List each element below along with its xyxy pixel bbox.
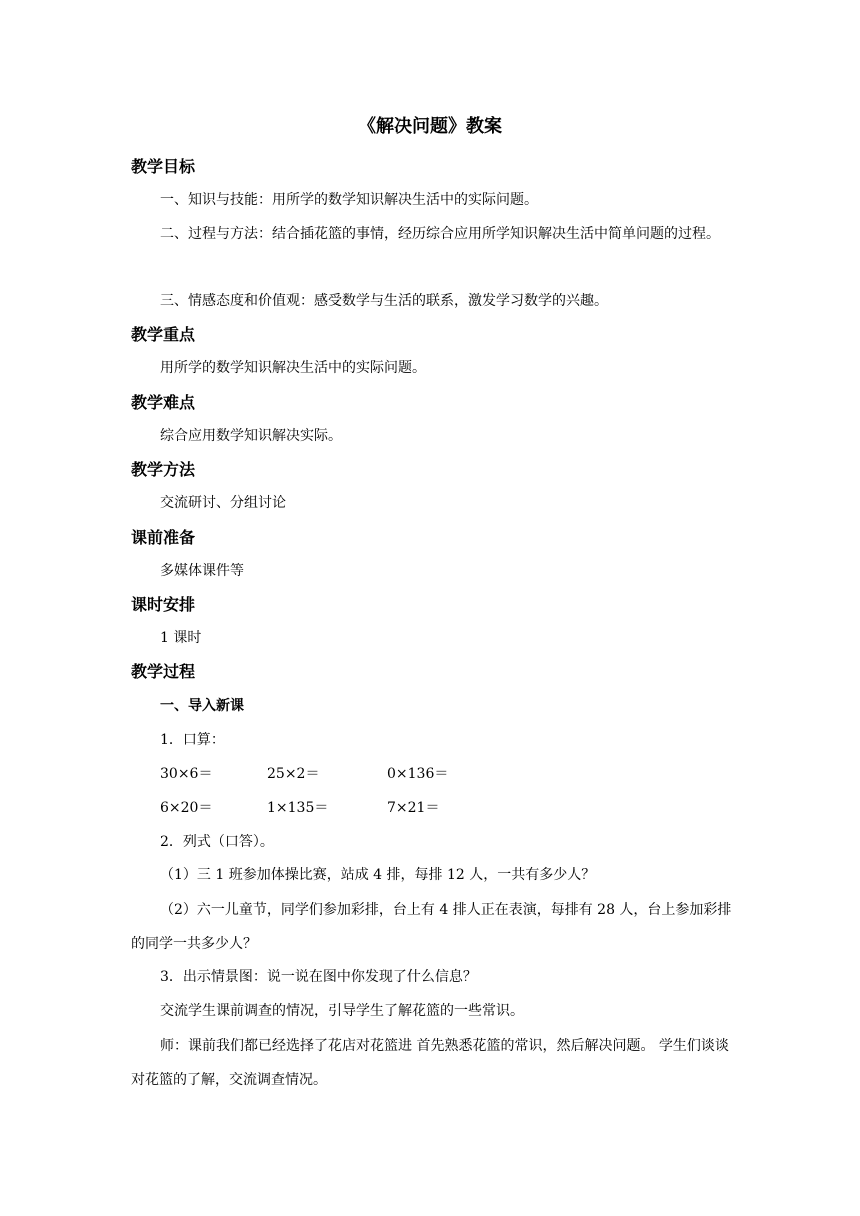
heading-preparation: 课前准备	[131, 528, 196, 547]
goal-attitude: 三、情感态度和价值观：感受数学与生活的联系，激发学习数学的兴趣。	[160, 293, 608, 309]
oral-item: 25×2＝	[267, 766, 320, 782]
heading-key-points: 教学重点	[131, 325, 196, 344]
exchange-text: 交流学生课前调查的情况，引导学生了解花篮的一些常识。	[160, 1003, 524, 1019]
heading-method: 教学方法	[131, 460, 196, 479]
goal-knowledge: 一、知识与技能：用所学的数学知识解决生活中的实际问题。	[160, 192, 538, 208]
oral-item: 7×21＝	[387, 800, 440, 816]
preparation-text: 多媒体课件等	[160, 563, 244, 579]
goal-process: 二、过程与方法：结合插花篮的事情，经历综合应用所学知识解决生活中简单问题的过程。	[160, 226, 720, 242]
oral-item: 30×6＝	[160, 766, 213, 782]
difficulties-text: 综合应用数学知识解决实际。	[160, 428, 342, 444]
scene-prompt: 3．出示情景图：说一说在图中你发现了什么信息？	[160, 969, 477, 985]
oral-item: 1×135＝	[267, 800, 329, 816]
method-text: 交流研讨、分组讨论	[160, 495, 286, 511]
teacher-text: 师：课前我们都已经选择了花店对花篮进 首先熟悉花篮的常识，然后解决问题。 学生们谈谈对花篮的了解，交流调查情况。	[131, 1038, 729, 1088]
heading-difficulties: 教学难点	[131, 393, 196, 412]
oral-calc-label: 1．口算：	[160, 732, 225, 748]
heading-process: 教学过程	[131, 662, 196, 681]
heading-teaching-goals: 教学目标	[131, 157, 196, 176]
question-1: （1）三 1 班参加体操比赛，站成 4 排，每排 12 人，一共有多少人？	[160, 867, 596, 883]
subheading-intro: 一、导入新课	[160, 698, 244, 714]
heading-schedule: 课时安排	[131, 595, 196, 614]
question-2: （2）六一儿童节，同学们参加彩排，台上有 4 排人正在表演，每排有 28 人，台上参加彩排的同学一共多少人？	[131, 902, 732, 952]
list-label: 2．列式（口答）。	[160, 834, 274, 850]
document-title: 《解决问题》教案	[358, 116, 502, 137]
key-points-text: 用所学的数学知识解决生活中的实际问题。	[160, 360, 426, 376]
oral-item: 0×136＝	[387, 766, 449, 782]
oral-item: 6×20＝	[160, 800, 213, 816]
schedule-text: 1 课时	[160, 630, 202, 646]
